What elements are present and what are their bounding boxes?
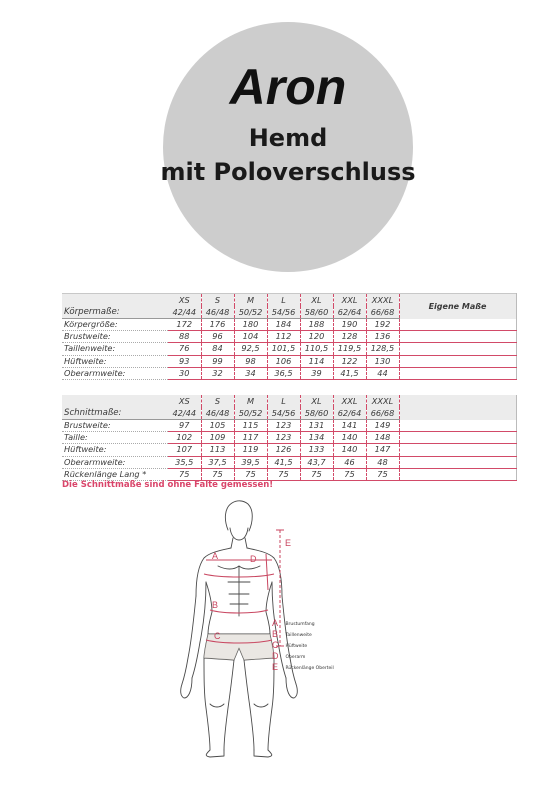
own-measurement-cell [399,355,516,367]
table-row [62,319,516,331]
size-number: 54/56 [267,407,300,420]
table-cell: 110,5 [300,343,333,355]
own-measurement-cell [399,444,516,456]
table-cell: 123 [267,432,300,444]
table-cell: 105 [201,420,234,432]
row-label: Hüftweite: [62,355,168,367]
table-cell: 149 [366,420,399,432]
row-label: Taille: [62,432,168,444]
marker-e: E [285,538,292,548]
table-cell: 92,5 [234,343,267,355]
table-cell: 128,5 [366,343,399,355]
table-cell: 192 [366,319,399,331]
row-label: Rückenlänge Lang * [62,468,168,480]
table-cell: 190 [333,319,366,331]
table-cell: 44 [366,367,399,379]
own-measurement-cell [399,331,516,343]
marker-d: D [250,554,257,564]
own-measurement-cell [399,456,516,468]
legend-item: E Rückenlänge Oberteil [272,662,334,672]
table-row [62,331,516,343]
table-cell: 140 [333,444,366,456]
table-row [62,343,516,355]
size-label: XXXL [366,395,399,407]
size-number: 42/44 [168,407,201,420]
marker-c: C [214,631,221,641]
table-cell: 75 [234,468,267,480]
legend-item: D Oberarm [272,651,306,661]
size-number: 62/64 [333,407,366,420]
table-cell: 98 [234,355,267,367]
size-label: L [267,294,300,307]
table-cell: 34 [234,367,267,379]
size-number: 66/68 [366,306,399,319]
size-label: M [234,294,267,307]
table-cell: 93 [168,355,201,367]
table-header-label: Schnittmaße: [62,407,168,420]
table-cell: 106 [267,355,300,367]
table-cell: 102 [168,432,201,444]
size-label: XS [168,294,201,307]
own-measurement-cell [399,432,516,444]
table-cell: 75 [366,468,399,480]
table-cell: 107 [168,444,201,456]
table-row [62,444,516,456]
table-cell: 131 [300,420,333,432]
row-label: Taillenweite: [62,343,168,355]
table-cell: 109 [201,432,234,444]
table-cell: 37,5 [201,456,234,468]
legend-item: B Taillenweite [272,629,312,639]
size-label: XXL [333,395,366,407]
table-cell: 75 [168,468,201,480]
table-cell: 75 [201,468,234,480]
own-measurement-cell [399,319,516,331]
measurement-legend [272,616,334,671]
table-row [62,367,516,379]
table-cell: 128 [333,331,366,343]
table-cell: 176 [201,319,234,331]
marker-a: A [212,551,219,561]
size-label: L [267,395,300,407]
table-cell: 120 [300,331,333,343]
table-cell: 46 [333,456,366,468]
table-cell: 141 [333,420,366,432]
table-cell: 30 [168,367,201,379]
marker-b: B [212,600,219,610]
table-cell: 96 [201,331,234,343]
size-number: 42/44 [168,306,201,319]
size-label-row [62,294,516,307]
table-cell: 172 [168,319,201,331]
table-cell: 126 [267,444,300,456]
table-cell: 123 [267,420,300,432]
table-row [62,432,516,444]
size-number: 62/64 [333,306,366,319]
row-label: Oberarmweite: [62,456,168,468]
table-cell: 148 [366,432,399,444]
table-cell: 32 [201,367,234,379]
table-cell: 119 [234,444,267,456]
table-row [62,468,516,480]
row-label: Körpergröße: [62,319,168,331]
row-label: Brustweite: [62,420,168,432]
table-cell: 184 [267,319,300,331]
table-cell: 41,5 [267,456,300,468]
table-cell: 76 [168,343,201,355]
product-subtitle-line1: Hemd [248,124,328,152]
size-label: XS [168,395,201,407]
body-measurements-table [62,293,517,380]
table-cell: 117 [234,432,267,444]
table-cell: 104 [234,331,267,343]
size-label: XXL [333,294,366,307]
product-name: Aron [229,59,347,115]
size-number: 50/52 [234,306,267,319]
legend-item: C Hüftweite [272,640,308,650]
table-header-label: Körpermaße: [62,306,168,319]
table-cell: 84 [201,343,234,355]
table-cell: 39,5 [234,456,267,468]
table-cell: 119,5 [333,343,366,355]
size-label: XXXL [366,294,399,307]
table-cell: 122 [333,355,366,367]
table-cell: 180 [234,319,267,331]
size-number: 50/52 [234,407,267,420]
measurement-note: Die Schnittmaße sind ohne Falte gemessen! [62,480,274,490]
size-number: 46/48 [201,306,234,319]
row-label: Brustweite: [62,331,168,343]
table-cell: 35,5 [168,456,201,468]
own-measurement-cell [399,468,516,480]
table-cell: 130 [366,355,399,367]
own-measurement-cell [399,343,516,355]
own-measurement-cell [399,420,516,432]
size-number: 54/56 [267,306,300,319]
table-cell: 97 [168,420,201,432]
table-row [62,456,516,468]
table-cell: 134 [300,432,333,444]
table-cell: 114 [300,355,333,367]
size-number: 58/60 [300,407,333,420]
table-cell: 113 [201,444,234,456]
table-cell: 75 [267,468,300,480]
row-label: Oberarmweite: [62,367,168,379]
size-label-row [62,395,516,407]
table-cell: 136 [366,331,399,343]
size-label: XL [300,294,333,307]
table-cell: 101,5 [267,343,300,355]
table-cell: 140 [333,432,366,444]
table-cell: 112 [267,331,300,343]
size-number: 58/60 [300,306,333,319]
table-cell: 115 [234,420,267,432]
table-cell: 75 [300,468,333,480]
table-cell: 188 [300,319,333,331]
size-number: 46/48 [201,407,234,420]
cut-measurements-table [62,395,517,481]
size-label: S [201,395,234,407]
size-number: 66/68 [366,407,399,420]
table-cell: 43,7 [300,456,333,468]
table-cell: 88 [168,331,201,343]
size-label: S [201,294,234,307]
table-cell: 99 [201,355,234,367]
size-label: M [234,395,267,407]
table-cell: 39 [300,367,333,379]
product-subtitle-line2: mit Poloverschluss [160,158,416,186]
size-label: XL [300,395,333,407]
table-cell: 41,5 [333,367,366,379]
own-measurement-cell [399,367,516,379]
table-cell: 147 [366,444,399,456]
table-cell: 133 [300,444,333,456]
legend-item: A Brustumfang [272,618,315,628]
table-cell: 36,5 [267,367,300,379]
own-measurements-header: Eigene Maße [399,294,516,319]
table-row [62,355,516,367]
table-row [62,420,516,432]
table-cell: 48 [366,456,399,468]
table-cell: 75 [333,468,366,480]
row-label: Hüftweite: [62,444,168,456]
